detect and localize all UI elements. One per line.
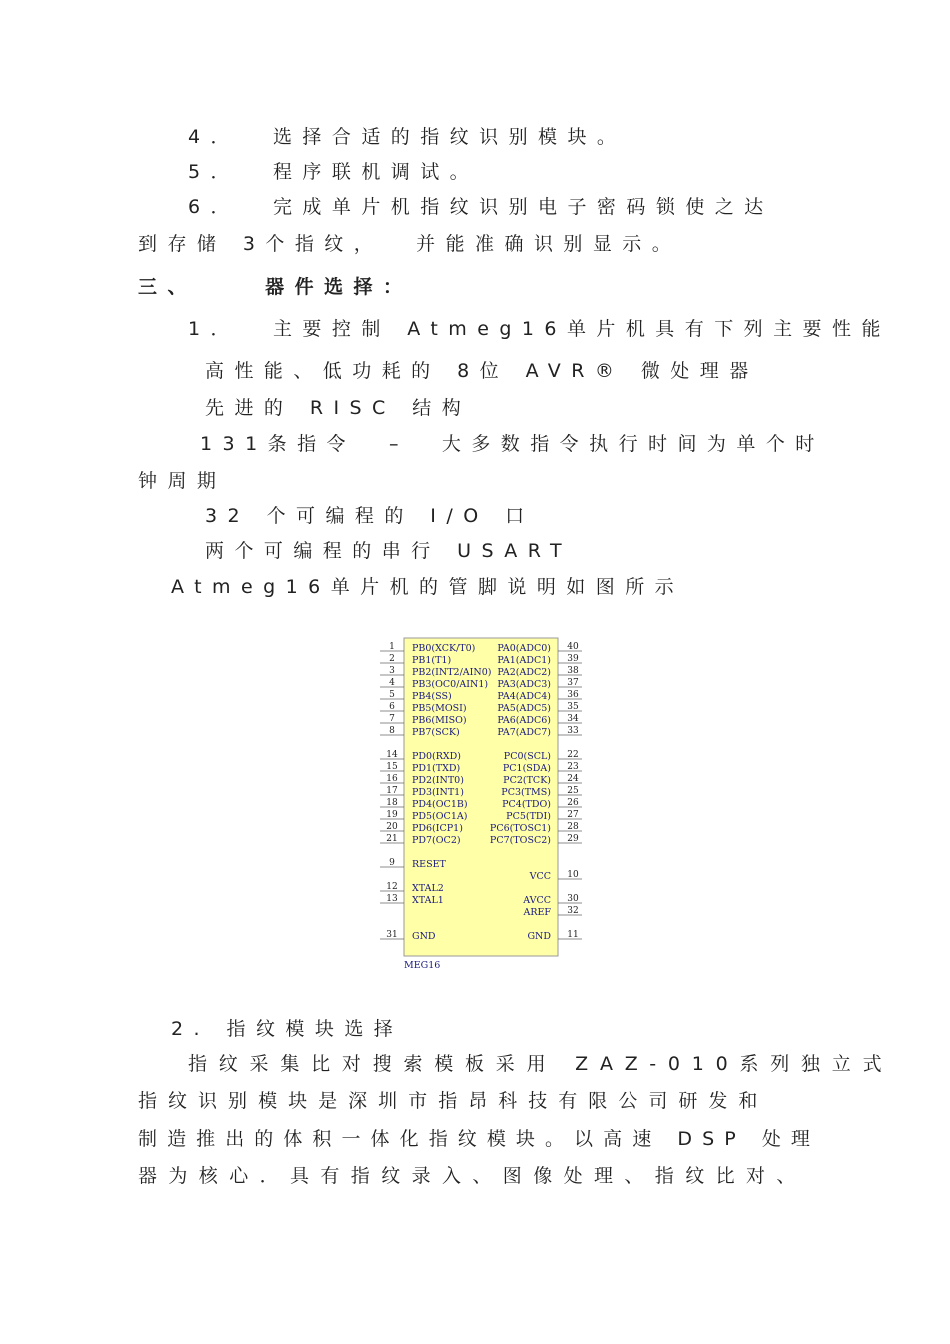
pin-number-right: 40 xyxy=(567,642,579,652)
chip-pinout-diagram xyxy=(376,630,586,975)
pin-number-right: 28 xyxy=(567,822,579,832)
pin-number-left: 6 xyxy=(389,702,395,712)
feature-3: 131条指令 – 大多数指令执行时间为单个时 xyxy=(200,433,825,455)
feature-1: 高性能、低功耗的 8位 AVR® 微处理器 xyxy=(205,360,759,382)
para-line-4: 器为核心．具有指纹录入、图像处理、指纹比对、 xyxy=(138,1165,807,1187)
pin-number-right: 37 xyxy=(567,678,579,688)
pin-label-right: PA5(ADC5) xyxy=(497,703,551,714)
para-line-3: 制造推出的体积一体化指纹模块。以高速 DSP 处理 xyxy=(138,1128,820,1150)
pin-label-left: PD0(RXD) xyxy=(412,751,461,762)
pin-label-right: PA1(ADC1) xyxy=(497,655,551,666)
pin-number-right: 10 xyxy=(567,870,579,880)
pin-label-left: PB6(MISO) xyxy=(412,715,467,726)
pin-number-right: 24 xyxy=(567,774,579,784)
pin-label-right: PC3(TMS) xyxy=(501,787,551,798)
item-6-cont: 到存储 3个指纹， 并能准确识别显示。 xyxy=(138,233,682,255)
pin-number-right: 36 xyxy=(567,690,579,700)
pin-label-left: GND xyxy=(412,931,436,942)
pin-label-left: PB2(INT2/AIN0) xyxy=(412,667,492,678)
pin-label-left: RESET xyxy=(412,859,446,870)
pin-number-left: 5 xyxy=(389,690,395,700)
pin-number-left: 13 xyxy=(386,894,398,904)
section-2-heading: 2. 指纹模块选择 xyxy=(171,1018,404,1040)
feature-2: 先进的 RISC 结构 xyxy=(205,397,472,419)
pin-label-right: PA4(ADC4) xyxy=(497,691,551,702)
feature-5: 两个可编程的串行 USART xyxy=(205,540,573,562)
pin-label-left: PD3(INT1) xyxy=(412,787,464,798)
pin-label-right: PC2(TCK) xyxy=(503,775,551,786)
pin-label-left: PD4(OC1B) xyxy=(412,799,468,810)
pin-number-left: 2 xyxy=(389,654,395,664)
pin-label-right: AREF xyxy=(523,907,551,918)
pin-label-left: PB4(SS) xyxy=(412,691,452,702)
pin-number-left: 7 xyxy=(389,714,395,724)
pin-number-left: 8 xyxy=(389,726,395,736)
pin-label-right: PA0(ADC0) xyxy=(497,643,551,654)
pin-description-caption: Atmeg16单片机的管脚说明如图所示 xyxy=(171,576,685,598)
pin-label-right: PA7(ADC7) xyxy=(497,727,551,738)
pin-number-right: 39 xyxy=(567,654,579,664)
feature-4: 32 个可编程的 I/O 口 xyxy=(205,505,535,527)
pin-number-left: 19 xyxy=(386,810,398,820)
pin-number-right: 27 xyxy=(567,810,579,820)
pin-label-left: PB3(OC0/AIN1) xyxy=(412,679,489,690)
pin-label-left: PD1(TXD) xyxy=(412,763,461,774)
pin-number-right: 29 xyxy=(567,834,579,844)
pin-label-left: PD7(OC2) xyxy=(412,835,461,846)
pin-number-left: 1 xyxy=(389,642,395,652)
pin-number-left: 14 xyxy=(386,750,398,760)
item-5: 5． 程序联机调试。 xyxy=(188,161,480,183)
pin-label-left: PB0(XCK/T0) xyxy=(412,643,476,654)
pin-number-right: 38 xyxy=(567,666,579,676)
pin-label-right: PC7(TOSC2) xyxy=(489,835,551,846)
para-line-1: 指纹采集比对搜索模板采用 ZAZ-010系列独立式 xyxy=(188,1053,894,1075)
pin-number-left: 18 xyxy=(386,798,398,808)
pin-label-left: PD2(INT0) xyxy=(412,775,464,786)
item-6: 6． 完成单片机指纹识别电子密码锁使之达 xyxy=(188,196,774,218)
pin-number-left: 9 xyxy=(389,858,395,868)
pin-number-left: 17 xyxy=(386,786,398,796)
pin-number-right: 23 xyxy=(567,762,579,772)
item-4: 4． 选择合适的指纹识别模块。 xyxy=(188,126,627,148)
pin-label-left: PB7(SCK) xyxy=(412,727,460,738)
pin-number-left: 20 xyxy=(386,822,398,832)
pin-number-right: 34 xyxy=(567,714,579,724)
pin-number-left: 31 xyxy=(386,930,398,940)
pin-label-right: PA2(ADC2) xyxy=(497,667,551,678)
pin-number-right: 32 xyxy=(567,906,579,916)
pin-label-left: PB1(T1) xyxy=(412,655,452,666)
pin-number-left: 3 xyxy=(389,666,395,676)
pin-number-left: 21 xyxy=(386,834,398,844)
pin-label-right: PC5(TDI) xyxy=(506,811,551,822)
pin-number-right: 22 xyxy=(567,750,579,760)
pin-label-right: PC0(SCL) xyxy=(503,751,551,762)
pin-label-left: PD6(ICP1) xyxy=(412,823,463,834)
pin-number-right: 35 xyxy=(567,702,579,712)
perf-intro: 1． 主要控制 Atmeg16单片机具有下列主要性能 xyxy=(188,318,891,340)
pin-label-right: AVCC xyxy=(523,895,551,906)
pin-number-left: 12 xyxy=(386,882,398,892)
pin-number-left: 16 xyxy=(386,774,398,784)
pin-number-left: 15 xyxy=(386,762,398,772)
chip-name: MEG16 xyxy=(404,960,441,971)
feature-3-cont: 钟周期 xyxy=(138,470,227,492)
pin-number-right: 11 xyxy=(567,930,579,940)
pin-number-right: 33 xyxy=(567,726,579,736)
pin-label-left: PD5(OC1A) xyxy=(412,811,468,822)
pin-label-right: PC6(TOSC1) xyxy=(489,823,551,834)
pin-label-right: VCC xyxy=(529,871,551,882)
pin-number-left: 4 xyxy=(389,678,395,688)
pin-label-left: PB5(MOSI) xyxy=(412,703,467,714)
pin-label-left: XTAL1 xyxy=(412,895,444,906)
pin-label-left: XTAL2 xyxy=(412,883,444,894)
pin-label-right: PC4(TDO) xyxy=(502,799,551,810)
section-3-heading: 三、 器件选择： xyxy=(138,276,413,298)
pin-label-right: GND xyxy=(527,931,551,942)
pin-number-right: 30 xyxy=(567,894,579,904)
para-line-2: 指纹识别模块是深圳市指昂科技有限公司研发和 xyxy=(138,1090,769,1112)
pin-number-right: 25 xyxy=(567,786,579,796)
pin-label-right: PA3(ADC3) xyxy=(497,679,551,690)
pin-label-right: PA6(ADC6) xyxy=(497,715,551,726)
chip-svg xyxy=(376,630,586,975)
pin-label-right: PC1(SDA) xyxy=(502,763,551,774)
pin-number-right: 26 xyxy=(567,798,579,808)
